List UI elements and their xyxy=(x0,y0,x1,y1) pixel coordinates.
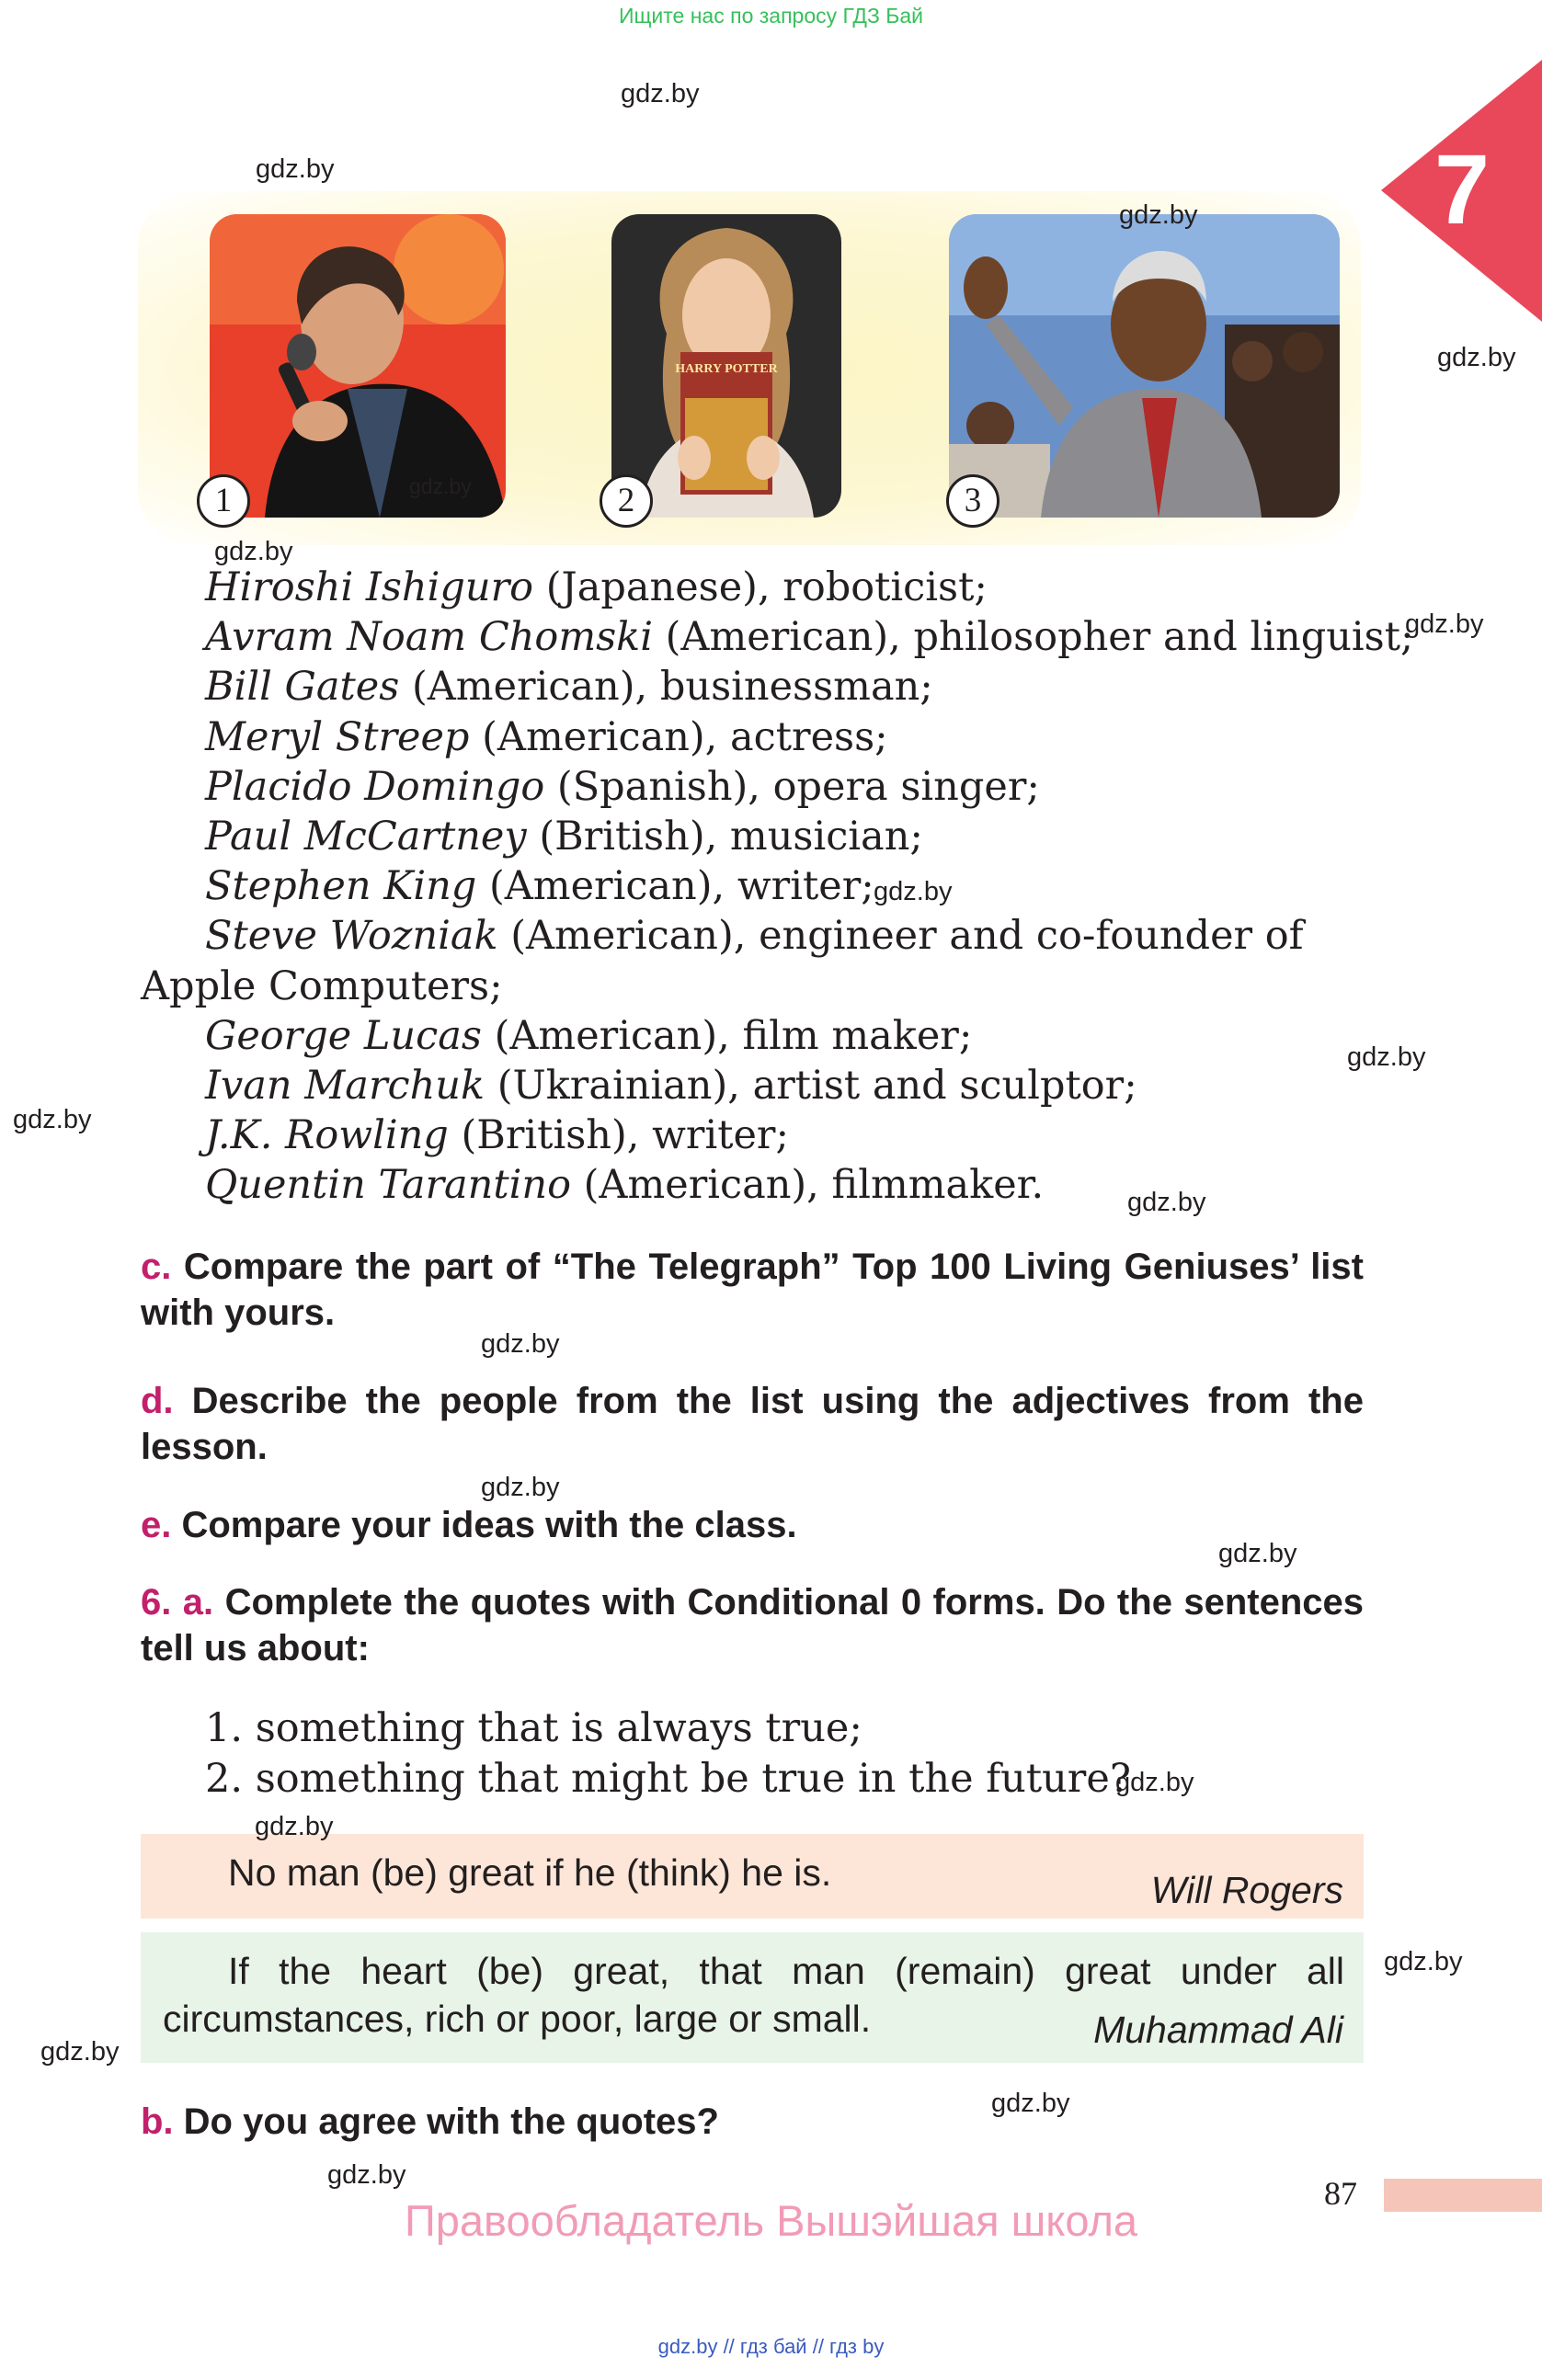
person-desc: (American), filmmaker. xyxy=(570,1162,1045,1209)
top-banner[interactable]: Ищите нас по запросу ГДЗ Бай xyxy=(618,4,924,28)
watermark: gdz.by xyxy=(1127,1188,1206,1217)
watermark: gdz.by xyxy=(214,537,293,566)
photo-writer xyxy=(611,214,841,518)
person-desc: (British), writer; xyxy=(448,1112,789,1159)
watermark: gdz.by xyxy=(1384,1947,1463,1976)
person-name: J.K. Rowling xyxy=(205,1112,449,1159)
task-letter: d. xyxy=(141,1381,174,1421)
watermark: gdz.by xyxy=(481,1473,560,1502)
person-desc: (American), film maker; xyxy=(481,1012,973,1059)
watermark: gdz.by xyxy=(1405,609,1484,639)
list-item xyxy=(141,1110,1373,1160)
task-text: Complete the quotes with Conditional 0 forms. Do the sentences tell us about: xyxy=(141,1582,1365,1668)
book-title: HARRY POTTER xyxy=(675,362,778,376)
watermark: gdz.by xyxy=(409,474,472,498)
list-item xyxy=(141,712,1373,762)
page-number: 87 xyxy=(1324,2175,1357,2212)
option-item: 2. something that might be true in the future? xyxy=(205,1756,1131,1802)
watermark: gdz.by xyxy=(13,1105,92,1134)
watermark: gdz.by xyxy=(1119,200,1198,230)
quote-author: Will Rogers xyxy=(1150,1869,1343,1911)
person-name: Paul McCartney xyxy=(205,814,527,860)
list-item xyxy=(141,563,1373,612)
quote-text: If the heart (be) great, that man (remain) great under all circumstances, rich or poor, large or small. xyxy=(163,1950,1344,2040)
person-name: Placido Domingo xyxy=(205,763,545,810)
list-item xyxy=(141,762,1373,812)
watermark: gdz.by xyxy=(327,2160,406,2190)
quote-box-2 xyxy=(141,1932,1364,2063)
quote-text: No man (be) great if he (think) he is. xyxy=(228,1851,832,1894)
options-list xyxy=(205,1703,1131,1805)
watermark: gdz.by xyxy=(1347,1042,1426,1072)
person-name: George Lucas xyxy=(205,1012,482,1059)
person-name: Meryl Streep xyxy=(205,713,470,760)
unit-tab xyxy=(1381,60,1542,322)
task-b xyxy=(141,2099,1364,2145)
photo-number-2: 2 xyxy=(600,474,653,528)
task-text: Compare your ideas with the class. xyxy=(181,1505,797,1545)
watermark: gdz.by xyxy=(256,154,335,184)
list-item xyxy=(141,1011,1373,1061)
person-desc: (American), actress; xyxy=(469,713,888,760)
task-number: 6. xyxy=(141,1582,172,1623)
watermark: gdz.by xyxy=(621,79,700,108)
list-item xyxy=(141,911,1373,1010)
watermark: gdz.by xyxy=(255,1812,334,1841)
task-letter: c. xyxy=(141,1247,172,1287)
task-text: Do you agree with the quotes? xyxy=(183,2101,719,2142)
task-e xyxy=(141,1502,1364,1548)
quote-box-1 xyxy=(141,1834,1364,1919)
list-item xyxy=(141,662,1373,712)
person-name: Stephen King xyxy=(205,863,477,910)
person-desc: (American), philosopher and linguist; xyxy=(652,614,1414,661)
unit-number: 7 xyxy=(1433,133,1491,245)
task-d xyxy=(141,1378,1364,1470)
task-c xyxy=(141,1244,1364,1336)
person-desc: (American), writer; xyxy=(476,863,874,910)
person-name: Bill Gates xyxy=(205,664,400,711)
watermark: gdz.by xyxy=(40,2037,120,2067)
person-name: Quentin Tarantino xyxy=(205,1162,571,1209)
watermark: gdz.by xyxy=(1437,343,1516,372)
watermark: gdz.by xyxy=(991,2089,1070,2118)
photo-number-1: 1 xyxy=(197,474,250,528)
watermark: gdz.by xyxy=(1218,1539,1297,1568)
task-6a xyxy=(141,1579,1364,1671)
copyright-notice: Правообладатель Вышэйшая школа xyxy=(404,2196,1138,2245)
quote-author: Muhammad Ali xyxy=(1093,2009,1343,2051)
person-desc: (Japanese), roboticist; xyxy=(533,564,988,610)
person-desc: (Ukrainian), artist and sculptor; xyxy=(485,1063,1137,1110)
person-desc: (Spanish), opera singer; xyxy=(544,763,1040,810)
task-letter: b. xyxy=(141,2101,174,2142)
list-item xyxy=(141,612,1414,662)
task-letter: a. xyxy=(182,1582,214,1623)
footer-links[interactable]: gdz.by // гдз бай // гдз by xyxy=(657,2335,885,2358)
person-name: Avram Noam Chomski xyxy=(205,614,653,661)
watermark: gdz.by xyxy=(481,1329,560,1359)
option-item: 1. something that is always true; xyxy=(205,1705,862,1751)
task-text: Describe the people from the list using the adjectives from the lesson. xyxy=(141,1381,1364,1467)
person-desc: (British), musician; xyxy=(526,814,923,860)
list-item xyxy=(141,861,1373,911)
person-desc: (American), engineer and co-founder of Apple Computers; xyxy=(141,913,1304,1009)
watermark: gdz.by xyxy=(1115,1768,1194,1797)
person-name: Hiroshi Ishiguro xyxy=(205,564,534,610)
list-item xyxy=(141,1061,1373,1110)
task-text: Compare the part of “The Telegraph” Top 100 Living Geniuses’ list with yours. xyxy=(141,1247,1364,1333)
photo-leader xyxy=(949,214,1340,518)
person-name: Ivan Marchuk xyxy=(205,1063,485,1110)
watermark: gdz.by xyxy=(874,877,953,906)
person-desc: (American), businessman; xyxy=(399,664,933,711)
list-item xyxy=(141,812,1373,861)
person-name: Steve Wozniak xyxy=(205,913,498,960)
photo-musician xyxy=(210,214,506,518)
task-letter: e. xyxy=(141,1505,172,1545)
photo-number-3: 3 xyxy=(946,474,999,528)
